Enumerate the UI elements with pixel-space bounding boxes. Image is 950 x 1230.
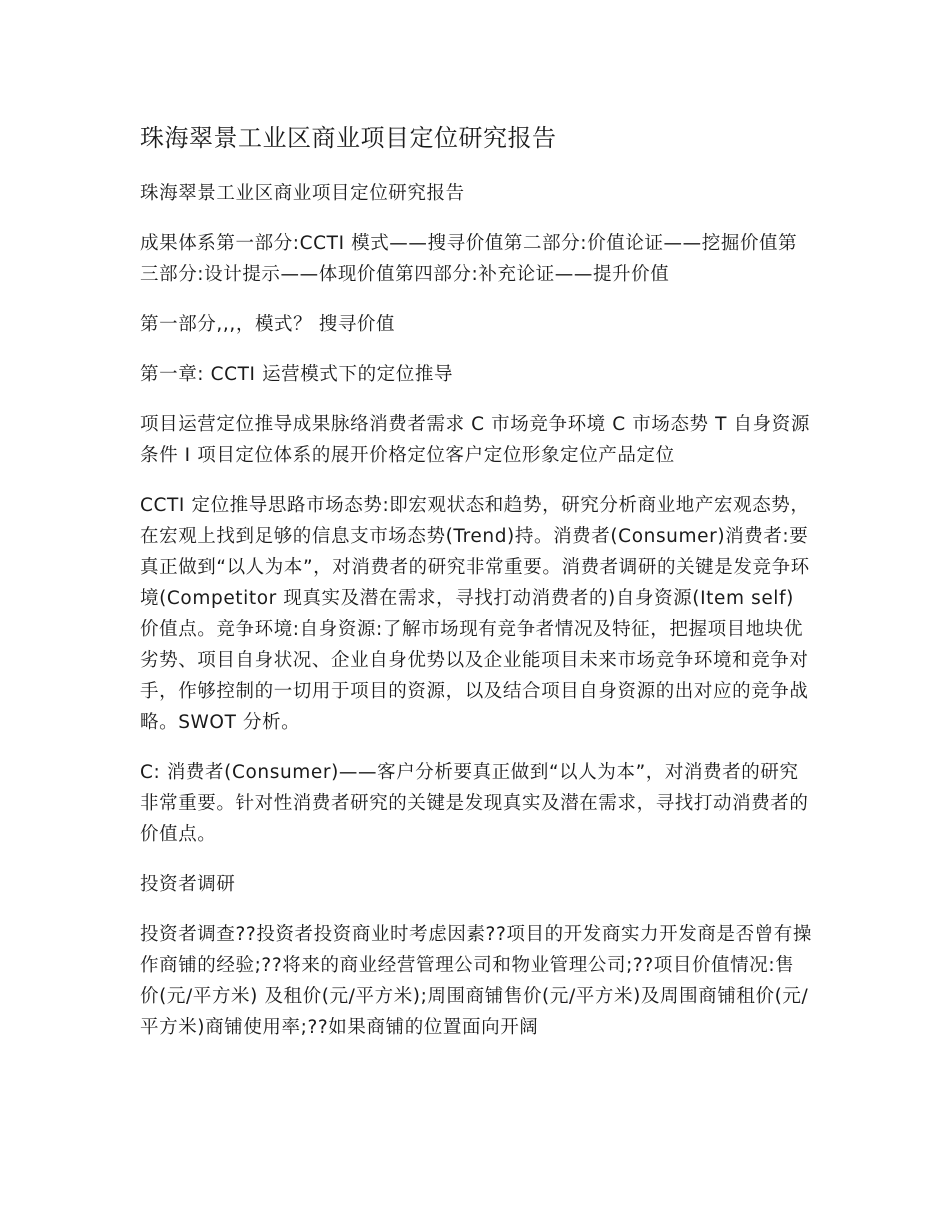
paragraph-part-one: 第一部分,,,，模式？ 搜寻价值 xyxy=(140,314,396,335)
document-page xyxy=(140,120,812,1062)
document-title: 珠海翠景工业区商业项目定位研究报告 xyxy=(140,124,557,152)
paragraph-investor-survey: 投资者调查??投资者投资商业时考虑因素??项目的开发商实力开发商是否曾有操作商铺的经验;??将来的商业经营管理公司和物业管理公司;??项目价值情况:售价(元/平方米) 及租价(元/平方米);周围商铺售价(元/平方米)及周围商铺租价(元/平方米)商铺使用率;??如果商铺的位置面向开阔 xyxy=(140,924,812,1038)
paragraph-subtitle: 珠海翠景工业区商业项目定位研究报告 xyxy=(140,183,465,204)
paragraph-consumer: C: 消费者(Consumer)——客户分析要真正做到“以人为本”，对消费者的研究非常重要。针对性消费者研究的关键是发现真实及潜在需求，寻找打动消费者的价值点。 xyxy=(140,762,809,845)
paragraph-investor-research-heading: 投资者调研 xyxy=(140,874,236,895)
paragraph-ccti-approach: CCTI 定位推导思路市场态势:即宏观状态和趋势，研究分析商业地产宏观态势，在宏观上找到足够的信息支市场态势(Trend)持。消费者(Consumer)消费者:要真正做到“以人为本”，对消费者的研究非常重要。消费者调研的关键是发竞争环境(Competitor 现真实及潜在需求，寻找打动消费者的)自身资源(Item self)价值点。竞争环境:自身资源:了解市场现有竞争者情况及特征，把握项目地块优劣势、项目自身状况、企业自身优势以及企业能项目未来市场竞争环境和竞争对手，作够控制的一切用于项目的资源，以及结合项目自身资源的出对应的竞争战略。SWOT 分析。 xyxy=(140,495,810,733)
paragraph-results-system: 成果体系第一部分:CCTI 模式——搜寻价值第二部分:价值论证——挖掘价值第三部分:设计提示——体现价值第四部分:补充论证——提升价值 xyxy=(140,233,798,285)
paragraph-chapter-one: 第一章: CCTI 运营模式下的定位推导 xyxy=(140,364,454,385)
paragraph-positioning-derivation: 项目运营定位推导成果脉络消费者需求 C 市场竞争环境 C 市场态势 T 自身资源条件 I 项目定位体系的展开价格定位客户定位形象定位产品定位 xyxy=(140,414,810,466)
